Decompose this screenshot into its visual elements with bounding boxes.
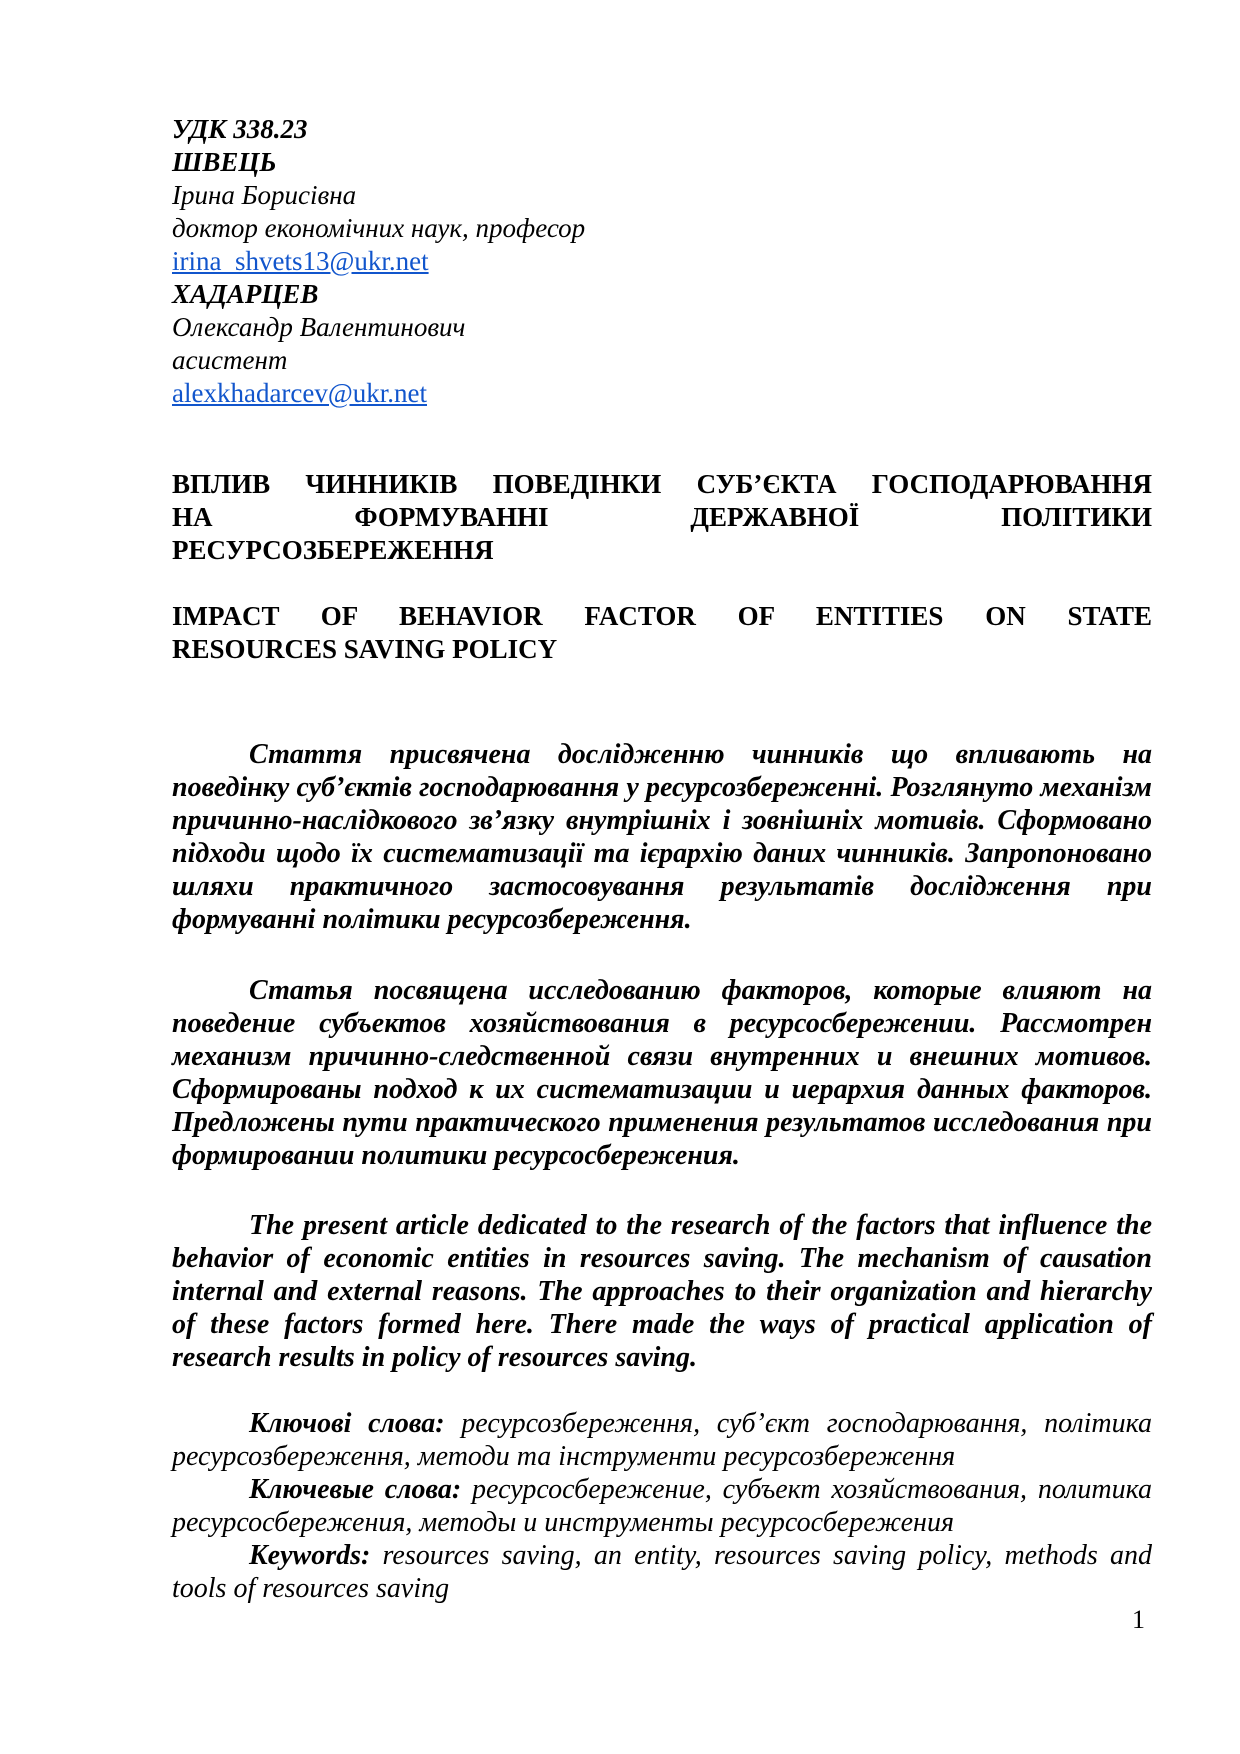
keywords-russian-label: Ключевые слова:: [249, 1474, 462, 1505]
title-english-line-2: RESOURCES SAVING POLICY: [172, 634, 558, 664]
title-ukrainian-line-1: ВПЛИВ ЧИННИКІВ ПОВЕДІНКИ СУБ’ЄКТА ГОСПОДАРЮВАННЯ: [172, 469, 1152, 499]
keywords-ukrainian: [172, 1407, 1152, 1473]
keywords-english-label: Keywords:: [249, 1540, 371, 1571]
author-1-degree: доктор економічних наук, професор: [172, 213, 586, 243]
abstract-ukrainian: Стаття присвячена дослідженню чинників що впливають на поведінку суб’єктів господарювання у ресурсозбереженні. Розглянуто механізм причинно-наслідкового зв’язку внутрішніх і зовнішніх мотивів. Сформовано підходи щодо їх систематизації та ієрархію даних чинників. Запропоновано шляхи практичного застосовування результатів дослідження при формуванні політики ресурсозбереження.: [172, 739, 1152, 935]
keywords-ukrainian-label: Ключові слова:: [249, 1408, 445, 1439]
keywords-ukrainian-text: ресурсозбереження, суб’єкт господарювання, політика ресурсозбереження, методи та інструменти ресурсозбереження: [172, 1408, 1152, 1472]
abstract-russian: Статья посвящена исследованию факторов, которые влияют на поведение субъектов хозяйствования в ресурсосбережении. Рассмотрен механизм причинно-следственной связи внутренних и внешних мотивов. Сформированы подход к их систематизации и иерархия данных факторов. Предложены пути практического применения результатов исследования при формировании политики ресурсосбережения.: [172, 975, 1152, 1171]
keywords-russian-text: ресурсосбережение, субъект хозяйствования, политика ресурсосбережения, методы и инструменты ресурсосбережения: [172, 1474, 1152, 1538]
title-english-line-1: IMPACT OF BEHAVIOR FACTOR OF ENTITIES ON STATE: [172, 601, 1152, 631]
author-1-surname: ШВЕЦЬ: [172, 147, 277, 177]
author-block: [172, 113, 1152, 410]
author-2-email-line: [172, 377, 1152, 410]
udc-code: УДК 338.23: [172, 114, 308, 144]
keywords-english-text: resources saving, an entity, resources saving policy, methods and tools of resources saving: [172, 1540, 1152, 1604]
article-title-ukrainian: [172, 468, 1152, 567]
author-2-email-link[interactable]: alexkhadarcev@ukr.net: [172, 378, 427, 408]
abstract-english: The present article dedicated to the research of the factors that influence the behavior of economic entities in resources saving. The mechanism of causation internal and external reasons. The approaches to their organization and hierarchy of these factors formed here. There made the ways of practical application of research results in policy of resources saving.: [172, 1210, 1152, 1373]
keywords-russian: [172, 1473, 1152, 1539]
author-1-given-name: Ірина Борисівна: [172, 180, 357, 210]
author-2-surname: ХАДАРЦЕВ: [172, 279, 319, 309]
author-2-given-name: Олександр Валентинович: [172, 312, 466, 342]
article-title-english: [172, 600, 1152, 666]
author-1-email-link[interactable]: irina_shvets13@ukr.net: [172, 246, 429, 276]
author-1-email-line: [172, 245, 1152, 278]
title-ukrainian-line-3: РЕСУРСОЗБЕРЕЖЕННЯ: [172, 535, 494, 565]
keywords-english: [172, 1539, 1152, 1605]
keywords-block: [172, 1407, 1152, 1605]
page-number: 1: [1132, 1605, 1145, 1634]
author-2-degree: асистент: [172, 345, 288, 375]
title-ukrainian-line-2: НА ФОРМУВАННІ ДЕРЖАВНОЇ ПОЛІТИКИ: [172, 502, 1152, 532]
